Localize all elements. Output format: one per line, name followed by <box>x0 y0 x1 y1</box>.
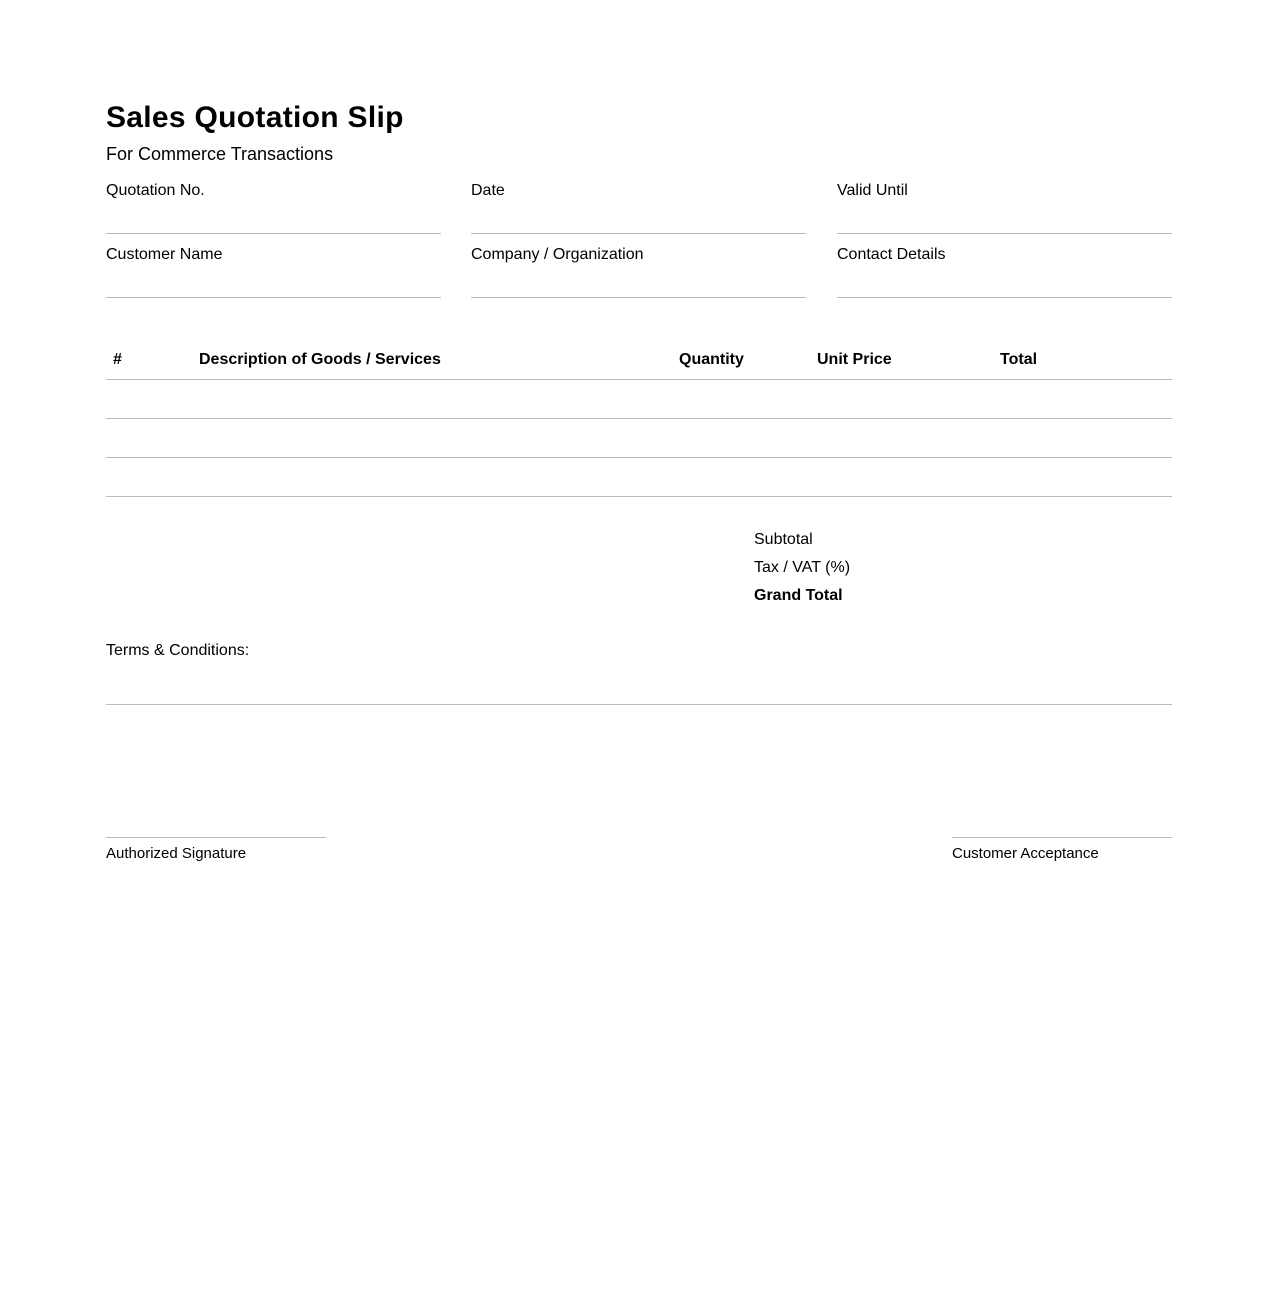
header-quantity: Quantity <box>672 340 810 380</box>
company-field[interactable] <box>471 245 806 298</box>
header-total: Total <box>993 340 1172 380</box>
grand-total-label: Grand Total <box>754 587 843 604</box>
table-row[interactable] <box>106 419 1172 458</box>
date-field[interactable] <box>471 181 806 234</box>
table-row[interactable] <box>106 380 1172 419</box>
authorized-signature: Authorized Signature <box>106 837 326 863</box>
items-table <box>106 340 1172 497</box>
table-row[interactable] <box>106 458 1172 497</box>
terms-field[interactable] <box>106 641 1172 705</box>
field-label: Quotation No. <box>106 182 205 199</box>
quotation-no-field[interactable] <box>106 181 441 234</box>
valid-until-field[interactable] <box>837 181 1172 234</box>
terms-label: Terms & Conditions: <box>106 642 250 659</box>
subtitle: For Commerce Transactions <box>106 144 334 164</box>
customer-acceptance: Customer Acceptance <box>952 837 1172 863</box>
header-number: # <box>106 340 192 380</box>
field-label: Date <box>471 182 505 199</box>
field-label: Customer Name <box>106 246 223 263</box>
page-title: Sales Quotation Slip <box>106 101 404 134</box>
customer-name-field[interactable] <box>106 245 441 298</box>
contact-details-field[interactable] <box>837 245 1172 298</box>
header-description: Description of Goods / Services <box>192 340 672 380</box>
subtotal-label: Subtotal <box>754 531 813 548</box>
field-label: Contact Details <box>837 246 946 263</box>
field-label: Valid Until <box>837 182 908 199</box>
tax-label: Tax / VAT (%) <box>754 559 851 576</box>
header-unit-price: Unit Price <box>810 340 993 380</box>
field-label: Company / Organization <box>471 246 644 263</box>
